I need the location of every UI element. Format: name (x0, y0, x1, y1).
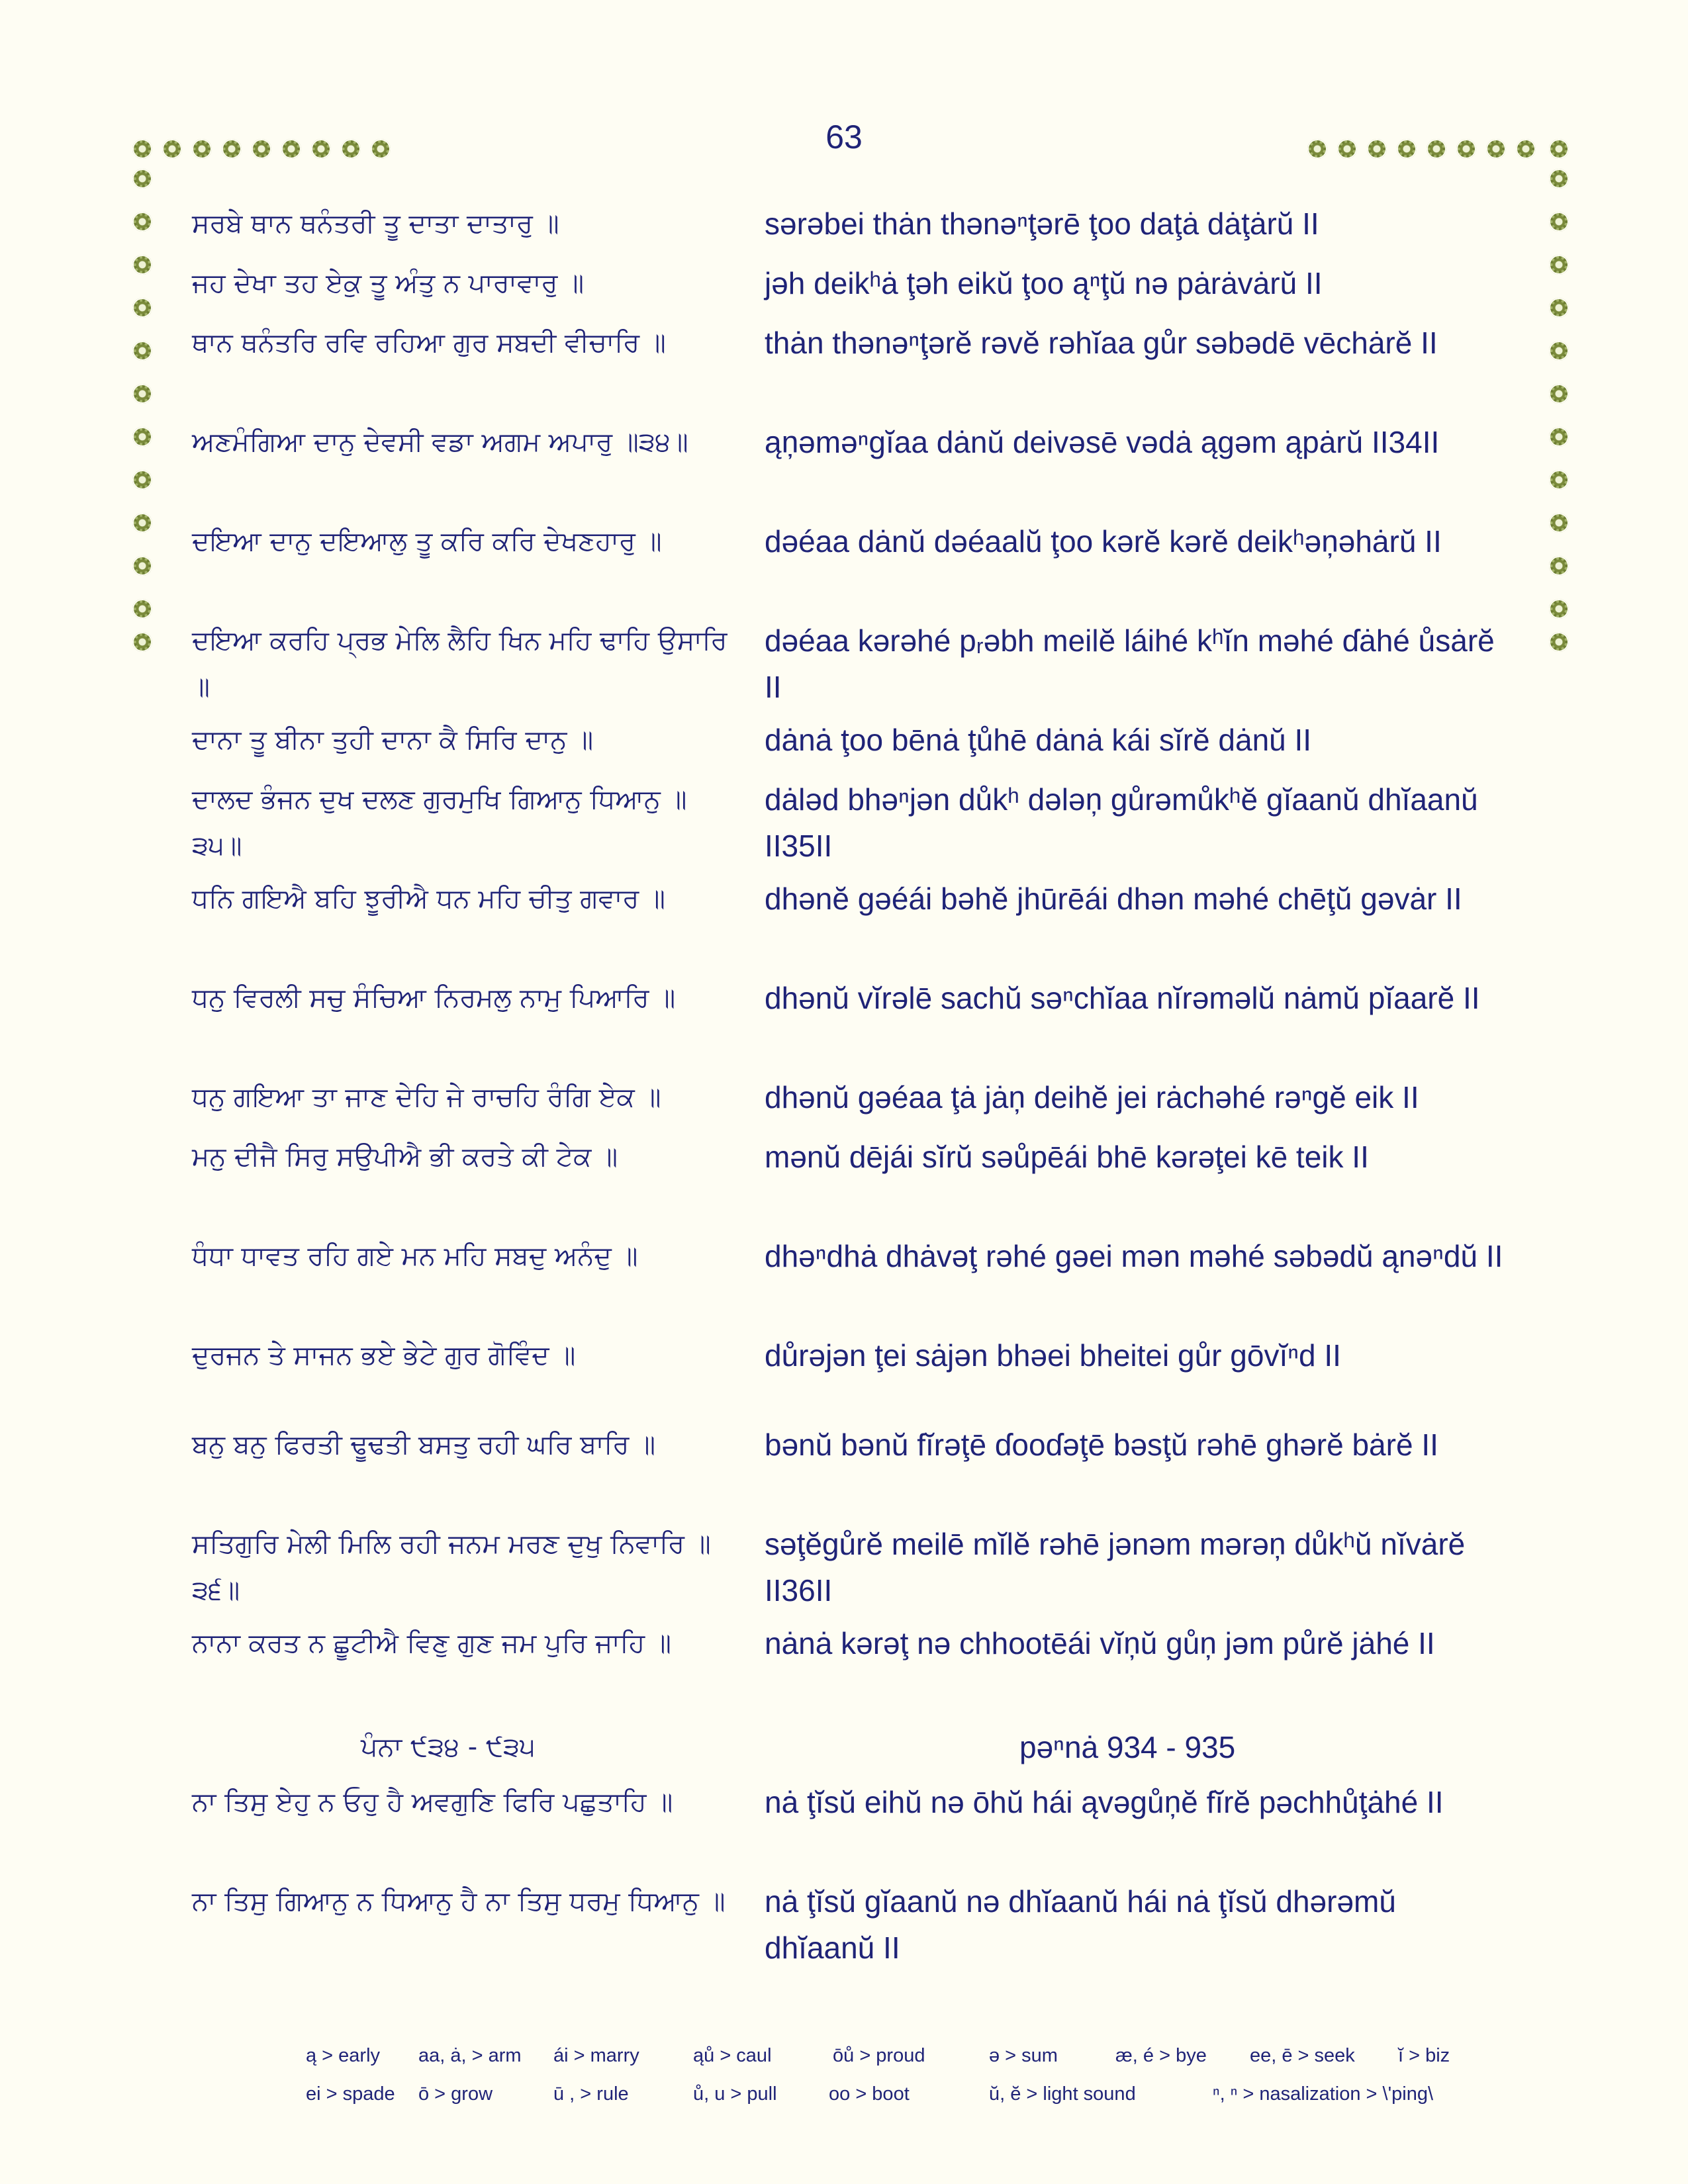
gurmukhi-line: ਦਇਆ ਦਾਨੁ ਦਇਆਲੁ ਤੂ ਕਰਿ ਕਰਿ ਦੇਖਣਹਾਰੁ ॥ (192, 526, 662, 557)
legend-item: ⁿ, ⁿ > nasalization > \'ping\ (1213, 2083, 1434, 2105)
flower-ornament-icon (132, 298, 152, 318)
flower-ornament-icon (1549, 212, 1569, 232)
panna-transliteration: pəⁿnȧ 934 - 935 (1019, 1730, 1236, 1764)
flower-ornament-icon (1549, 632, 1569, 652)
legend-item: oo > boot (829, 2083, 910, 2105)
flower-ornament-icon (1549, 169, 1569, 189)
gurmukhi-line: ਬਨੁ ਬਨੁ ਫਿਰਤੀ ਢੂਢਤੀ ਬਸਤੁ ਰਹੀ ਘਰਿ ਬਾਰਿ ॥ (192, 1430, 656, 1460)
legend-item: ái > marry (553, 2045, 639, 2066)
gurmukhi-line: ਥਾਨ ਥਨੰਤਰਿ ਰਵਿ ਰਹਿਆ ਗੁਰ ਸਬਦੀ ਵੀਚਾਰਿ ॥ (192, 328, 666, 358)
flower-ornament-icon (132, 513, 152, 533)
legend-item: æ, é > bye (1115, 2045, 1207, 2066)
gurmukhi-line: ਧਨੁ ਵਿਰਲੀ ਸਚੁ ਸੰਚਿਆ ਨਿਰਮਲੁ ਨਾਮੁ ਪਿਆਰਿ ॥ (192, 983, 676, 1013)
legend-item: aa, ȧ, > arm (418, 2045, 522, 2066)
flower-ornament-icon (1549, 427, 1569, 447)
gurmukhi-line: ਨਾਨਾ ਕਰਤ ਨ ਛੂਟੀਐ ਵਿਣੁ ਗੁਣ ਜਮ ਪੁਰਿ ਜਾਹਿ ॥ (192, 1628, 671, 1659)
transliteration-line: dȧləd bhəⁿjən důkʰ dələņ gůrəmůkʰĕ gĭaanŭ dhĭaanŭ II35II (765, 782, 1478, 863)
legend-item: ō > grow (418, 2083, 493, 2105)
transliteration-line: jəh deikʰȧ ţəh eikŭ ţoo ąⁿţŭ nə pȧrȧvȧrŭ II (765, 266, 1323, 300)
legend-item: ą > early (306, 2045, 381, 2066)
flower-ornament-icon (1549, 298, 1569, 318)
flower-ornament-icon (132, 341, 152, 361)
gurmukhi-line: ਨਾ ਤਿਸੁ ਏਹੁ ਨ ਓਹੁ ਹੈ ਅਵਗੁਣਿ ਫਿਰਿ ਪਛੁਤਾਹਿ ॥ (192, 1787, 673, 1817)
gurmukhi-line: ਸਤਿਗੁਰਿ ਮੇਲੀ ਮਿਲਿ ਰਹੀ ਜਨਮ ਮਰਣ ਦੁਖੁ ਨਿਵਾਰਿ ॥੩੬॥ (192, 1529, 711, 1606)
gurmukhi-line: ਧਨਿ ਗਇਐ ਬਹਿ ਝੂਰੀਐ ਧਨ ਮਹਿ ਚੀਤੁ ਗਵਾਰ ॥ (192, 884, 665, 914)
flower-ornament-icon (132, 255, 152, 275)
flower-ornament-icon (1549, 470, 1569, 490)
transliteration-line: ąņəməⁿgĭaa dȧnŭ deivəsē vədȧ ągəm ąpȧrŭ II34II (765, 425, 1440, 459)
transliteration-line: důrəjən ţei sȧjən bhəei bheitei gůr gōvĭⁿd II (765, 1338, 1341, 1373)
flower-ornament-icon (132, 384, 152, 404)
transliteration-line: nȧ ţĭsŭ gĭaanŭ nə dhĭaanŭ hái nȧ ţĭsŭ dhərəmŭ dhĭaanŭ II (765, 1884, 1396, 1965)
flower-ornament-icon (132, 599, 152, 619)
transliteration-line: thȧn thənəⁿţərĕ rəvĕ rəhĭaa gůr səbədē vēchȧrĕ II (765, 326, 1438, 360)
transliteration-line: dəéaa dȧnŭ dəéaalŭ ţoo kərĕ kərĕ deikʰəņəhȧrŭ II (765, 524, 1442, 559)
transliteration-line: dhənĕ gəéái bəhĕ jhūrēái dhən məhé chēţŭ gəvȧr II (765, 882, 1462, 916)
gurmukhi-line: ਦਇਆ ਕਰਹਿ ਪ੍ਰਭ ਮੇਲਿ ਲੈਹਿ ਖਿਨ ਮਹਿ ਢਾਹਿ ਉਸਾਰਿ ॥ (192, 625, 727, 702)
transliteration-line: dhənŭ vĭrəlē sachŭ səⁿchĭaa nĭrəməlŭ nȧmŭ pĭaarĕ II (765, 981, 1480, 1015)
gurmukhi-line: ਦਾਲਦ ਭੰਜਨ ਦੁਖ ਦਲਣ ਗੁਰਮੁਖਿ ਗਿਆਨੁ ਧਿਆਨੁ ॥੩੫॥ (192, 784, 687, 861)
transliteration-line: dhəⁿdhȧ dhȧvəţ rəhé gəei mən məhé səbədŭ ąnəⁿdŭ II (765, 1239, 1503, 1273)
gurmukhi-line: ਦੁਰਜਨ ਤੇ ਸਾਜਨ ਭਏ ਭੇਟੇ ਗੁਰ ਗੋਵਿੰਦ ॥ (192, 1340, 576, 1371)
panna-gurmukhi: ਪੰਨਾ ੯੩੪ - ੯੩੫ (361, 1732, 536, 1762)
flower-ornament-icon (132, 556, 152, 576)
transliteration-line: dhənŭ gəéaa ţȧ jȧņ deihĕ jei rȧchəhé rəⁿgĕ eik II (765, 1080, 1419, 1115)
flower-ornament-icon (132, 169, 152, 189)
legend-item: ōů > proud (833, 2045, 925, 2066)
flower-ornament-icon (1549, 513, 1569, 533)
gurmukhi-line: ਮਨੁ ਦੀਜੈ ਸਿਰੁ ਸਉਪੀਐ ਭੀ ਕਰਤੇ ਕੀ ਟੇਕ ॥ (192, 1142, 618, 1172)
transliteration-line: nȧ ţĭsŭ eihŭ nə ōhŭ hái ąvəgůņĕ fĭrĕ pəchhůţȧhé II (765, 1785, 1444, 1819)
gurmukhi-line: ਦਾਨਾ ਤੂ ਬੀਨਾ ਤੁਹੀ ਦਾਨਾ ਕੈ ਸਿਰਿ ਦਾਨੁ ॥ (192, 725, 594, 755)
gurmukhi-line: ਅਣਮੰਗਿਆ ਦਾਨੁ ਦੇਵਸੀ ਵਡਾ ਅਗਮ ਅਪਾਰੁ ॥੩੪॥ (192, 427, 688, 457)
gurmukhi-line: ਧੰਧਾ ਧਾਵਤ ਰਹਿ ਗਏ ਮਨ ਮਹਿ ਸਬਦੁ ਅਨੰਦੁ ॥ (192, 1241, 638, 1271)
flower-ornament-icon (1549, 341, 1569, 361)
gurmukhi-line: ਸਰਬੇ ਥਾਨ ਥਨੰਤਰੀ ਤੂ ਦਾਤਾ ਦਾਤਾਰੁ ॥ (192, 208, 559, 239)
transliteration-line: dȧnȧ ţoo bēnȧ ţůhē dȧnȧ kái sĭrĕ dȧnŭ II (765, 723, 1312, 757)
legend-item: ąů > caul (693, 2045, 772, 2066)
flower-ornament-icon (132, 427, 152, 447)
transliteration-line: mənŭ dējái sĭrŭ səůpēái bhē kərəţei kē teik II (765, 1140, 1369, 1174)
transliteration-line: bənŭ bənŭ fĭrəţē ɗooɗəţē bəsţŭ rəhē ghərĕ bȧrĕ II (765, 1428, 1438, 1462)
flower-ornament-icon (132, 470, 152, 490)
legend-item: ee, ē > seek (1250, 2045, 1355, 2066)
transliteration-line: nȧnȧ kərəţ nə chhootēái vĭņŭ gůņ jəm půrĕ jȧhé II (765, 1626, 1435, 1661)
transliteration-line: sərəbei thȧn thənəⁿţərē ţoo daţȧ dȧţȧrŭ II (765, 206, 1319, 241)
flower-ornament-icon (1549, 599, 1569, 619)
gurmukhi-line: ਨਾ ਤਿਸੁ ਗਿਆਨੁ ਨ ਧਿਆਨੁ ਹੈ ਨਾ ਤਿਸੁ ਧਰਮੁ ਧਿਆਨੁ ॥ (192, 1886, 726, 1917)
transliteration-line: dəéaa kərəhé pᵣəbh meilĕ láihé kʰĭn məhé ɗȧhé ůsȧrĕ II (765, 623, 1495, 704)
gurmukhi-line: ਜਹ ਦੇਖਾ ਤਹ ਏਕੁ ਤੂ ਅੰਤੁ ਨ ਪਾਰਾਵਾਰੁ ॥ (192, 268, 585, 298)
flower-ornament-icon (1549, 556, 1569, 576)
flower-ornament-icon (1549, 384, 1569, 404)
legend-item: ū , > rule (553, 2083, 629, 2105)
flower-ornament-icon (1549, 255, 1569, 275)
page-number: 63 (825, 118, 863, 156)
legend-item: ei > spade (306, 2083, 395, 2105)
flower-ornament-icon (132, 632, 152, 652)
transliteration-line: səţĕgůrĕ meilē mĭlĕ rəhē jənəm mərəņ důkʰŭ nĭvȧrĕ II36II (765, 1527, 1466, 1608)
legend-item: ə > sum (989, 2045, 1058, 2066)
gurmukhi-line: ਧਨੁ ਗਇਆ ਤਾ ਜਾਣ ਦੇਹਿ ਜੇ ਰਾਚਹਿ ਰੰਗਿ ਏਕ ॥ (192, 1082, 661, 1113)
legend-item: ĭ > biz (1398, 2045, 1450, 2066)
flower-ornament-icon (132, 212, 152, 232)
legend-item: ů, u > pull (693, 2083, 777, 2105)
legend-item: ŭ, ĕ > light sound (989, 2083, 1136, 2105)
